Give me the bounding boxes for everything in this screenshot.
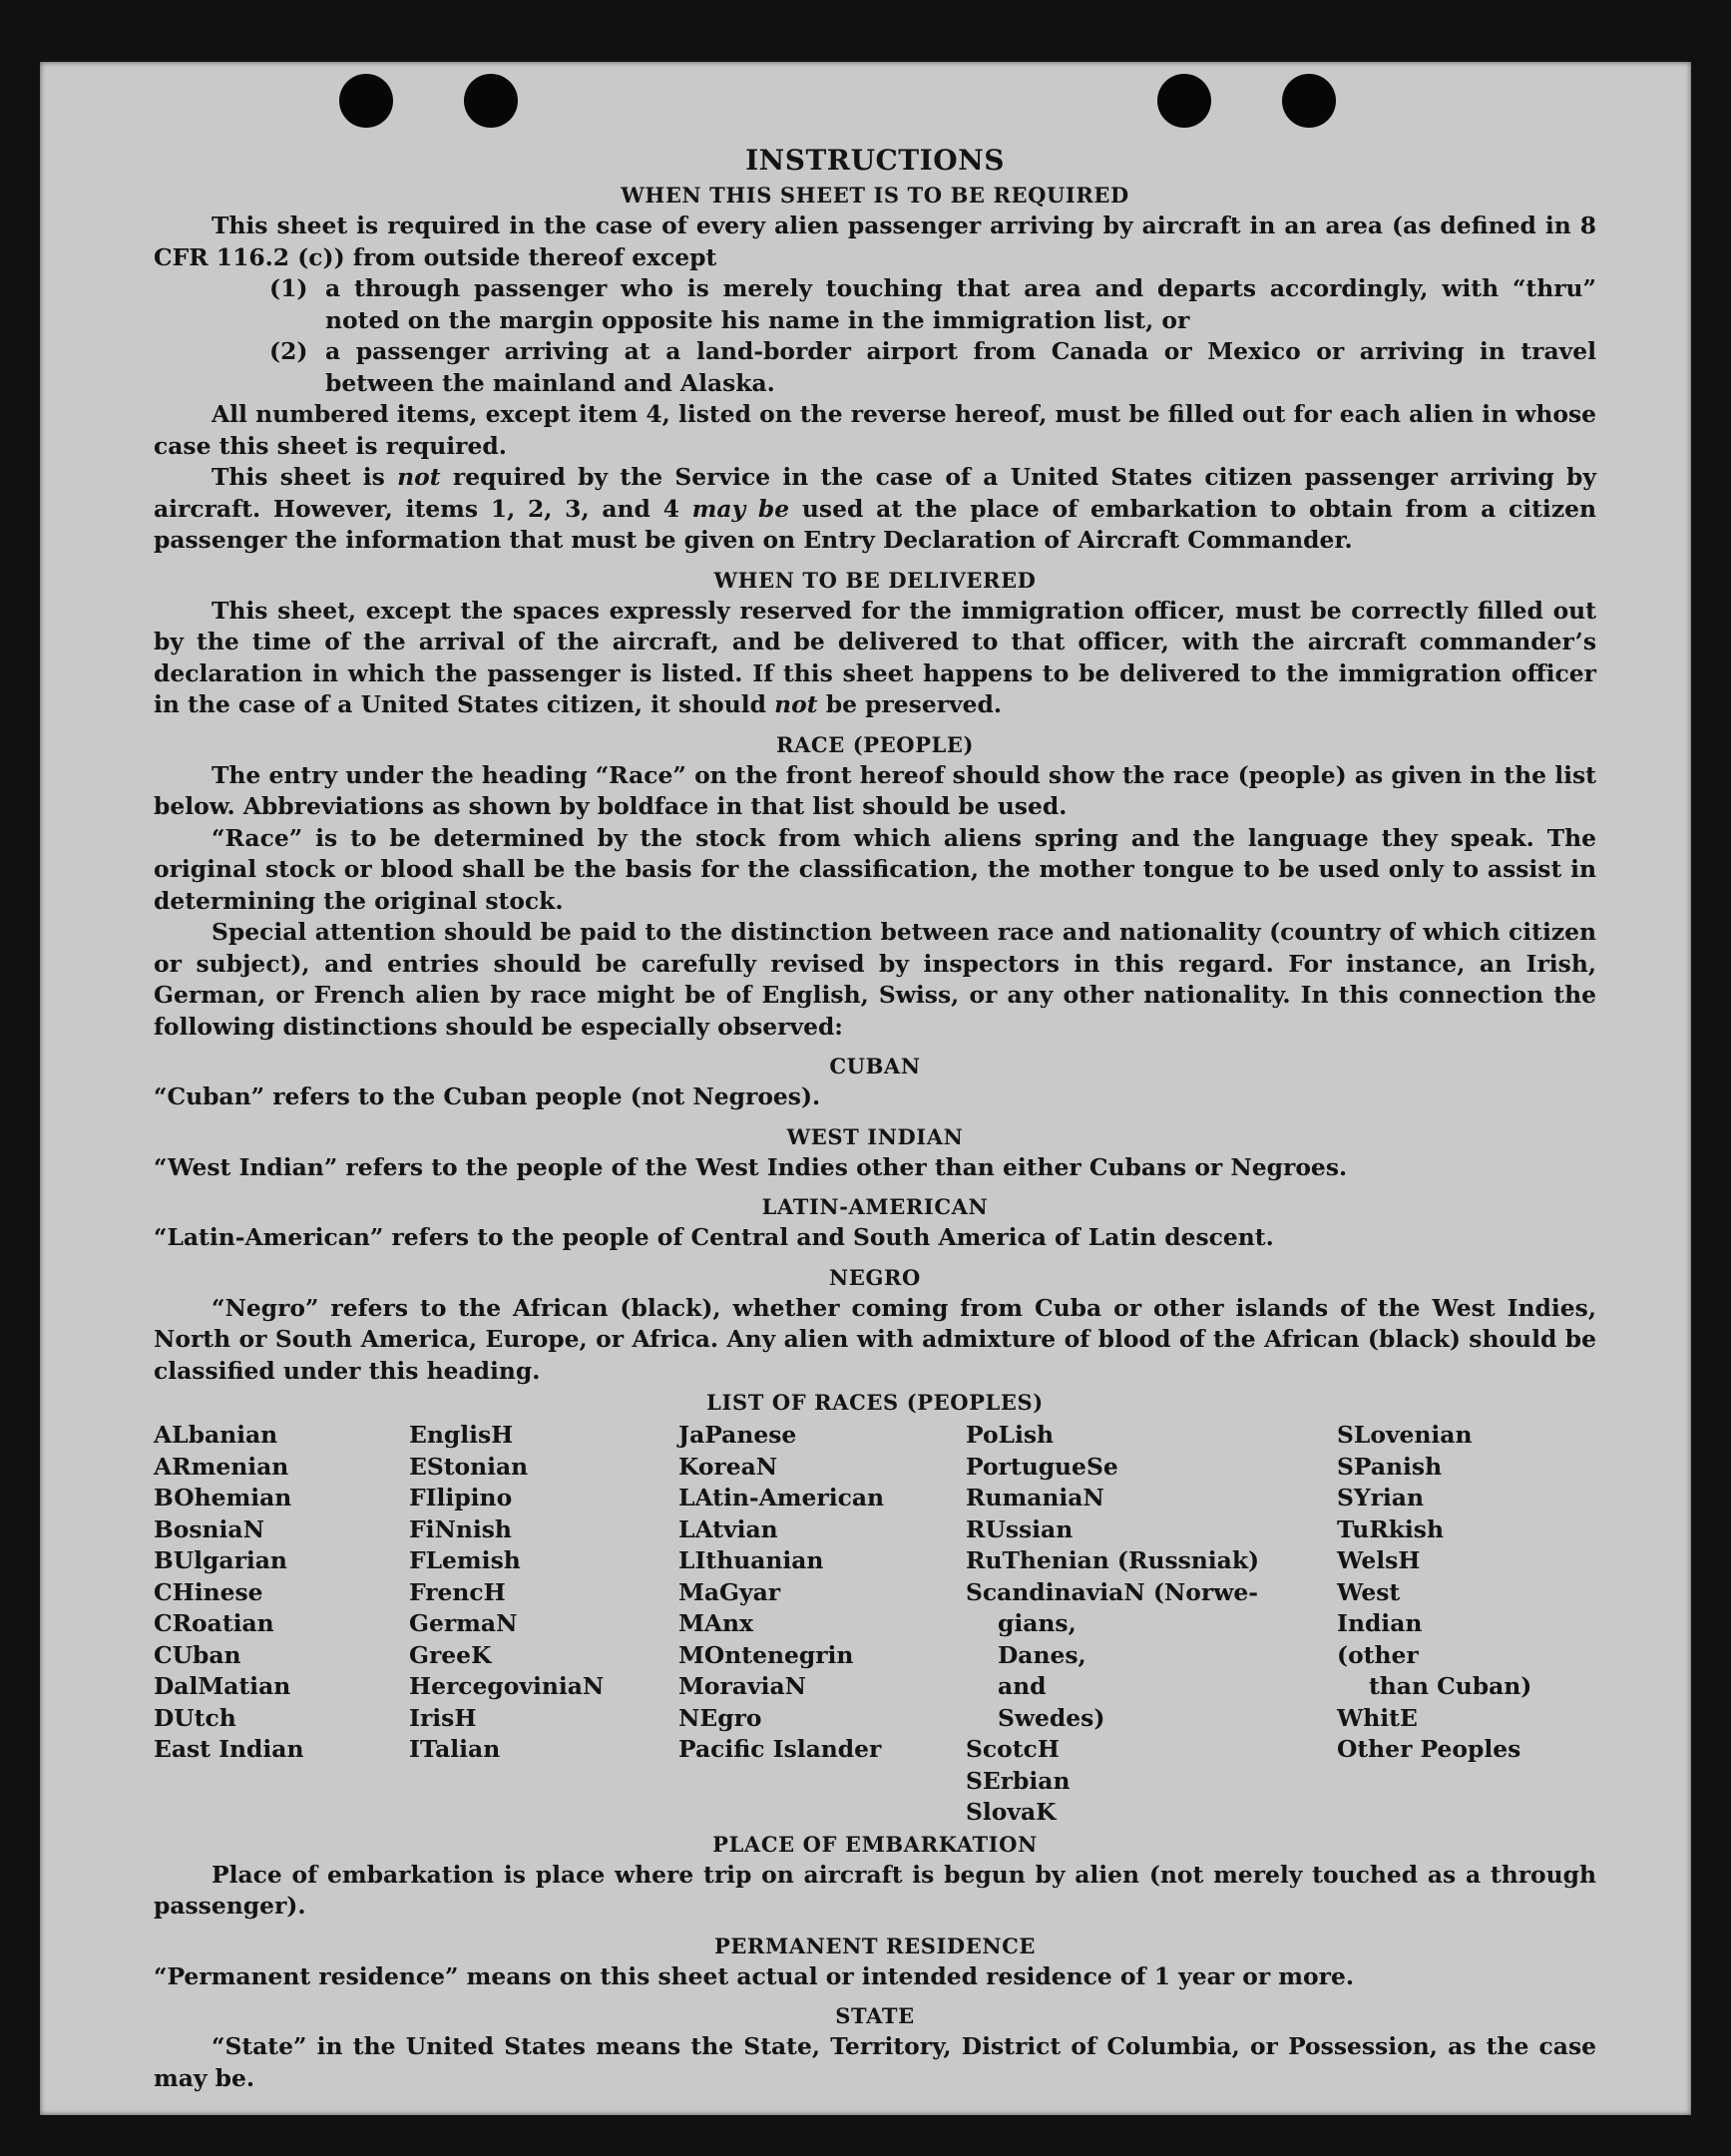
race-entry: DalMatian: [154, 1672, 291, 1700]
race-list-column: [678, 1420, 966, 1829]
negro-definition: “Negro” refers to the African (black), whether coming from Cuba or other islands of the West Indies, North or South America, Europe, or Africa. Any alien with admixture of blood of the African (black) should be classified under this heading.: [154, 1293, 1596, 1385]
race-entry: LAtin-American: [678, 1484, 884, 1511]
page-title: INSTRUCTIONS: [745, 144, 1005, 177]
numbered-items-paragraph: All numbered items, except item 4, listed on the reverse hereof, must be filled out for each alien in whose case this sheet is required.: [154, 400, 1596, 460]
race-entry-continued: than Cuban): [1369, 1672, 1532, 1700]
race-entry: FIlipino: [409, 1484, 513, 1511]
section-heading-latin-american: LATIN-AMERICAN: [761, 1194, 989, 1219]
race-entry: ARmenian: [154, 1452, 289, 1481]
race-entry: WhitE: [1337, 1703, 1418, 1732]
race-entry: SLovenian: [1337, 1421, 1473, 1449]
race-list-column: [1337, 1420, 1596, 1829]
delivered-paragraph: This sheet, except the spaces expressly reserved for the immigration officer, must be correctly filled out by the time of the arrival of the aircraft, and be delivered to that officer, with the aircraft commander’s declaration in which the passenger is listed. If this sheet happens to be delivered to the immigration officer in the case of a United States citizen, it should not be preserved.: [154, 596, 1596, 718]
race-entry: CHinese: [154, 1577, 263, 1606]
race-entry: IrisH: [409, 1703, 477, 1732]
race-paragraph: Special attention should be paid to the distinction between race and nationality (country of which citizen or subject), and entries should be carefully revised by inspectors in this regard. For instance, an Irish, German, or French alien by race might be of English, Swiss, or any other nationality. In this connection the following distinctions should be especially observed:: [154, 918, 1596, 1041]
section-heading-negro: NEGRO: [829, 1264, 921, 1290]
cuban-definition: “Cuban” refers to the Cuban people (not Negroes).: [154, 1082, 821, 1110]
section-heading-list-of-races: LIST OF RACES (PEOPLES): [706, 1390, 1044, 1415]
race-list-column: [409, 1420, 678, 1829]
race-entry: PortugueSe: [966, 1452, 1118, 1481]
latin-american-definition: “Latin-American” refers to the people of Central and South America of Latin descent.: [154, 1223, 1274, 1251]
section-heading-required: WHEN THIS SHEET IS TO BE REQUIRED: [621, 183, 1129, 208]
race-entry: TuRkish: [1337, 1514, 1444, 1543]
race-entry: SYrian: [1337, 1484, 1424, 1511]
race-entry: LIthuanian: [678, 1546, 824, 1574]
race-entry: RUssian: [966, 1514, 1074, 1543]
punch-hole: [464, 74, 518, 128]
section-heading-residence: PERMANENT RESIDENCE: [713, 1933, 1037, 1958]
race-entry: MOntenegrin: [678, 1640, 854, 1669]
race-entry: WelsH: [1337, 1546, 1421, 1574]
race-entry: MaGyar: [678, 1577, 781, 1606]
race-entry: SPanish: [1337, 1452, 1443, 1481]
race-entry: EnglisH: [409, 1421, 514, 1449]
section-heading-race: RACE (PEOPLE): [775, 731, 975, 757]
race-entry: LAtvian: [678, 1514, 778, 1543]
race-entry: ITalian: [409, 1735, 501, 1763]
instructions-text: [154, 144, 1596, 2094]
race-entry: East Indian: [154, 1735, 304, 1763]
race-entry: GreeK: [409, 1640, 492, 1669]
race-entry: FiNnish: [409, 1514, 512, 1543]
race-entry-continued: gians, Danes, and: [998, 1609, 1086, 1700]
race-entry: MoraviaN: [678, 1672, 806, 1700]
race-entry: ScotcH: [966, 1735, 1060, 1763]
race-entry: BOhemian: [154, 1484, 292, 1511]
race-entry: ScandinaviaN (Norwe-: [966, 1577, 1258, 1606]
race-entry: SErbian: [966, 1766, 1071, 1795]
section-heading-west-indian: WEST INDIAN: [786, 1123, 964, 1149]
race-entry: FLemish: [409, 1546, 521, 1574]
exception-item: (2) a passenger arriving at a land-border airport from Canada or Mexico or arriving in travel between the mainland and Alaska.: [269, 337, 1596, 397]
west-indian-definition: “West Indian” refers to the people of the West Indies other than either Cubans or Negroes.: [154, 1152, 1348, 1181]
race-entry: Pacific Islander: [678, 1735, 882, 1763]
section-heading-embarkation: PLACE OF EMBARKATION: [712, 1831, 1038, 1857]
embarkation-definition: Place of embarkation is place where trip on aircraft is begun by alien (not merely touched as a through passenger).: [154, 1860, 1596, 1920]
race-entry: KoreaN: [678, 1452, 778, 1481]
race-list: [154, 1420, 1596, 1829]
section-heading-delivered: WHEN TO BE DELIVERED: [713, 567, 1037, 593]
state-definition: “State” in the United States means the State, Territory, District of Columbia, or Possession, as the case may be.: [154, 2032, 1596, 2092]
race-paragraph: “Race” is to be determined by the stock from which aliens spring and the language they speak. The original stock or blood shall be the basis for the classification, the mother tongue to be used only to assist in determining the original stock.: [154, 823, 1596, 915]
race-entry: CRoatian: [154, 1609, 274, 1637]
race-entry: CUban: [154, 1640, 241, 1669]
punch-hole: [339, 74, 393, 128]
race-list-column: [966, 1420, 1337, 1829]
section-heading-cuban: CUBAN: [829, 1054, 921, 1078]
race-entry: RuThenian (Russniak): [966, 1546, 1260, 1574]
race-list-column: [154, 1420, 409, 1829]
race-entry-continued: Swedes): [998, 1703, 1105, 1732]
race-entry: JaPanese: [678, 1421, 797, 1449]
race-entry: SlovaK: [966, 1798, 1057, 1826]
race-entry: BosniaN: [154, 1514, 264, 1543]
race-entry: ALbanian: [154, 1421, 278, 1449]
race-entry: RumaniaN: [966, 1484, 1104, 1511]
race-entry: Other Peoples: [1337, 1735, 1521, 1763]
punch-hole: [1282, 74, 1336, 128]
race-entry: BUlgarian: [154, 1546, 287, 1574]
race-entry: EStonian: [409, 1452, 529, 1481]
citizen-paragraph: This sheet is not required by the Service in the case of a United States citizen passenger arriving by aircraft. However, items 1, 2, 3, and 4 may be used at the place of embarkation to obtain from a citizen passenger the information that must be given on Entry Declaration of Aircraft Commander.: [154, 463, 1596, 554]
residence-definition: “Permanent residence” means on this sheet actual or intended residence of 1 year or more.: [154, 1961, 1354, 1990]
race-entry: NEgro: [678, 1703, 762, 1732]
race-entry: DUtch: [154, 1703, 236, 1732]
race-entry: FrencH: [409, 1577, 506, 1606]
race-entry: MAnx: [678, 1609, 753, 1637]
exception-item: (1) a through passenger who is merely touching that area and departs accordingly, with “thru” noted on the margin opposite his name in the immigration list, or: [269, 274, 1596, 334]
required-intro: This sheet is required in the case of every alien passenger arriving by aircraft in an area (as defined in 8 CFR 116.2 (c)) from outside thereof except: [154, 212, 1596, 271]
punch-hole: [1157, 74, 1211, 128]
document-page: [40, 62, 1691, 2115]
race-paragraph: The entry under the heading “Race” on the front hereof should show the race (people) as given in the list below. Abbreviations as shown by boldface in that list should be used.: [154, 760, 1596, 820]
section-heading-state: STATE: [835, 2003, 915, 2028]
race-entry: PoLish: [966, 1421, 1055, 1449]
race-entry: GermaN: [409, 1609, 518, 1637]
race-entry: HercegoviniaN: [409, 1672, 605, 1700]
race-entry: West Indian (other: [1337, 1577, 1423, 1669]
